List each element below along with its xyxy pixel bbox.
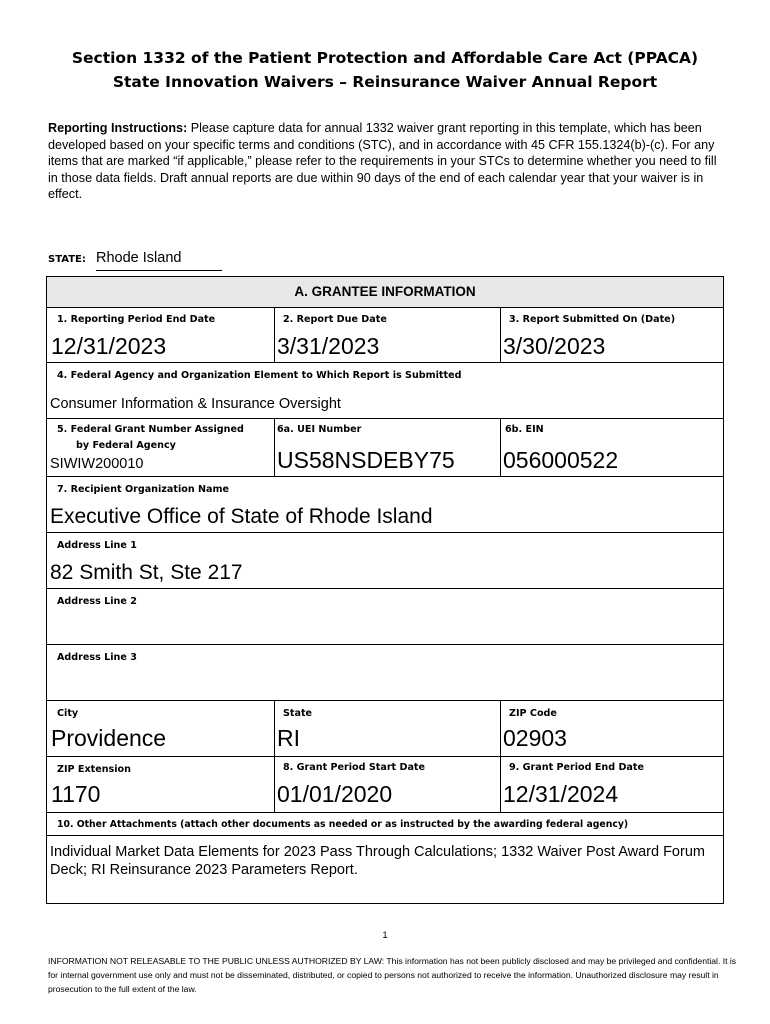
federal-agency-label: 4. Federal Agency and Organization Element to Which Report is Submitted xyxy=(57,370,462,381)
grant-end-label: 9. Grant Period End Date xyxy=(509,762,644,773)
zip-code-value[interactable]: 02903 xyxy=(503,725,567,751)
federal-agency-value[interactable]: Consumer Information & Insurance Oversight xyxy=(50,396,341,412)
row-divider xyxy=(47,362,723,363)
address-line-2-label: Address Line 2 xyxy=(57,596,137,607)
page-number: 1 xyxy=(382,930,388,941)
uei-label: 6a. UEI Number xyxy=(277,424,362,435)
row-divider xyxy=(47,700,723,701)
title-line-2: State Innovation Waivers – Reinsurance Waiver Annual Report xyxy=(112,73,658,91)
grant-number-value[interactable]: SIWIW200010 xyxy=(50,456,144,472)
state-field[interactable]: Rhode Island xyxy=(96,250,222,271)
reporting-period-end-label: 1. Reporting Period End Date xyxy=(57,314,216,325)
city-label: City xyxy=(57,708,79,719)
state-field-label: State xyxy=(283,708,313,719)
row-divider xyxy=(47,835,723,836)
zip-extension-value[interactable]: 1170 xyxy=(51,781,101,807)
column-divider xyxy=(500,307,501,363)
uei-value[interactable]: US58NSDEBY75 xyxy=(277,447,455,473)
column-divider xyxy=(274,307,275,363)
report-due-value[interactable]: 3/31/2023 xyxy=(277,333,380,359)
attachments-label: 10. Other Attachments (attach other documents as needed or as instructed by the awarding federal agency) xyxy=(57,819,629,830)
city-value[interactable]: Providence xyxy=(51,725,167,751)
report-submitted-label: 3. Report Submitted On (Date) xyxy=(509,314,676,325)
reporting-instructions xyxy=(48,120,728,203)
zip-extension-label: ZIP Extension xyxy=(57,764,131,775)
document-title xyxy=(0,46,770,94)
row-divider xyxy=(47,588,723,589)
address-line-1-value[interactable]: 82 Smith St, Ste 217 xyxy=(50,561,243,584)
reporting-period-end-value[interactable]: 12/31/2023 xyxy=(51,333,167,359)
row-divider xyxy=(47,756,723,757)
recipient-value[interactable]: Executive Office of State of Rhode Island xyxy=(50,505,433,528)
row-divider xyxy=(47,644,723,645)
grant-start-label: 8. Grant Period Start Date xyxy=(283,762,426,773)
ein-value[interactable]: 056000522 xyxy=(503,447,619,473)
state-field-value[interactable]: RI xyxy=(277,725,300,751)
column-divider xyxy=(500,418,501,477)
address-line-1-label: Address Line 1 xyxy=(57,540,137,551)
grant-number-label-1: 5. Federal Grant Number Assigned xyxy=(57,424,244,435)
row-divider xyxy=(47,812,723,813)
column-divider xyxy=(500,700,501,813)
column-divider xyxy=(274,418,275,477)
row-divider xyxy=(47,532,723,533)
grant-end-value[interactable]: 12/31/2024 xyxy=(503,781,619,807)
report-due-label: 2. Report Due Date xyxy=(283,314,387,325)
title-line-1: Section 1332 of the Patient Protection and Affordable Care Act (PPACA) xyxy=(71,49,699,67)
grant-start-value[interactable]: 01/01/2020 xyxy=(277,781,393,807)
recipient-label: 7. Recipient Organization Name xyxy=(57,484,229,495)
instructions-text: Please capture data for annual 1332 waiver grant reporting in this template, which has been developed based on your specific terms and conditions (STC), and in accordance with 45 CFR 155.1324(b)-(c). For any items that are marked “if applicable,” please refer to the requirements in your STCs to determine whether you need to fill in those data fields. Draft annual reports are due within 90 days of the end of each calendar year that your waiver is in effect. xyxy=(48,121,717,202)
state-label: STATE: xyxy=(48,254,86,265)
row-divider xyxy=(47,476,723,477)
confidentiality-notice: INFORMATION NOT RELEASABLE TO THE PUBLIC UNLESS AUTHORIZED BY LAW: This information has not been publicly disclosed and may be privileged and confidential. It is for internal government use only and must not be disseminated, distributed, or copied to persons not authorized to receive the information. Unauthorized disclosure may result in prosecution to the full extent of the law. xyxy=(48,956,737,994)
section-header: A. GRANTEE INFORMATION xyxy=(47,277,723,308)
attachments-value[interactable]: Individual Market Data Elements for 2023 Pass Through Calculations; 1332 Waiver Post Award Forum Deck; RI Reinsurance 2023 Parameters Report. xyxy=(50,844,705,878)
column-divider xyxy=(274,700,275,813)
address-line-3-label: Address Line 3 xyxy=(57,652,137,663)
instructions-label: Reporting Instructions: xyxy=(48,121,188,135)
report-submitted-value[interactable]: 3/30/2023 xyxy=(503,333,606,359)
row-divider xyxy=(47,418,723,419)
grantee-information-form xyxy=(46,276,724,904)
ein-label: 6b. EIN xyxy=(505,424,544,435)
zip-code-label: ZIP Code xyxy=(509,708,557,719)
grant-number-label-2: by Federal Agency xyxy=(76,440,176,451)
